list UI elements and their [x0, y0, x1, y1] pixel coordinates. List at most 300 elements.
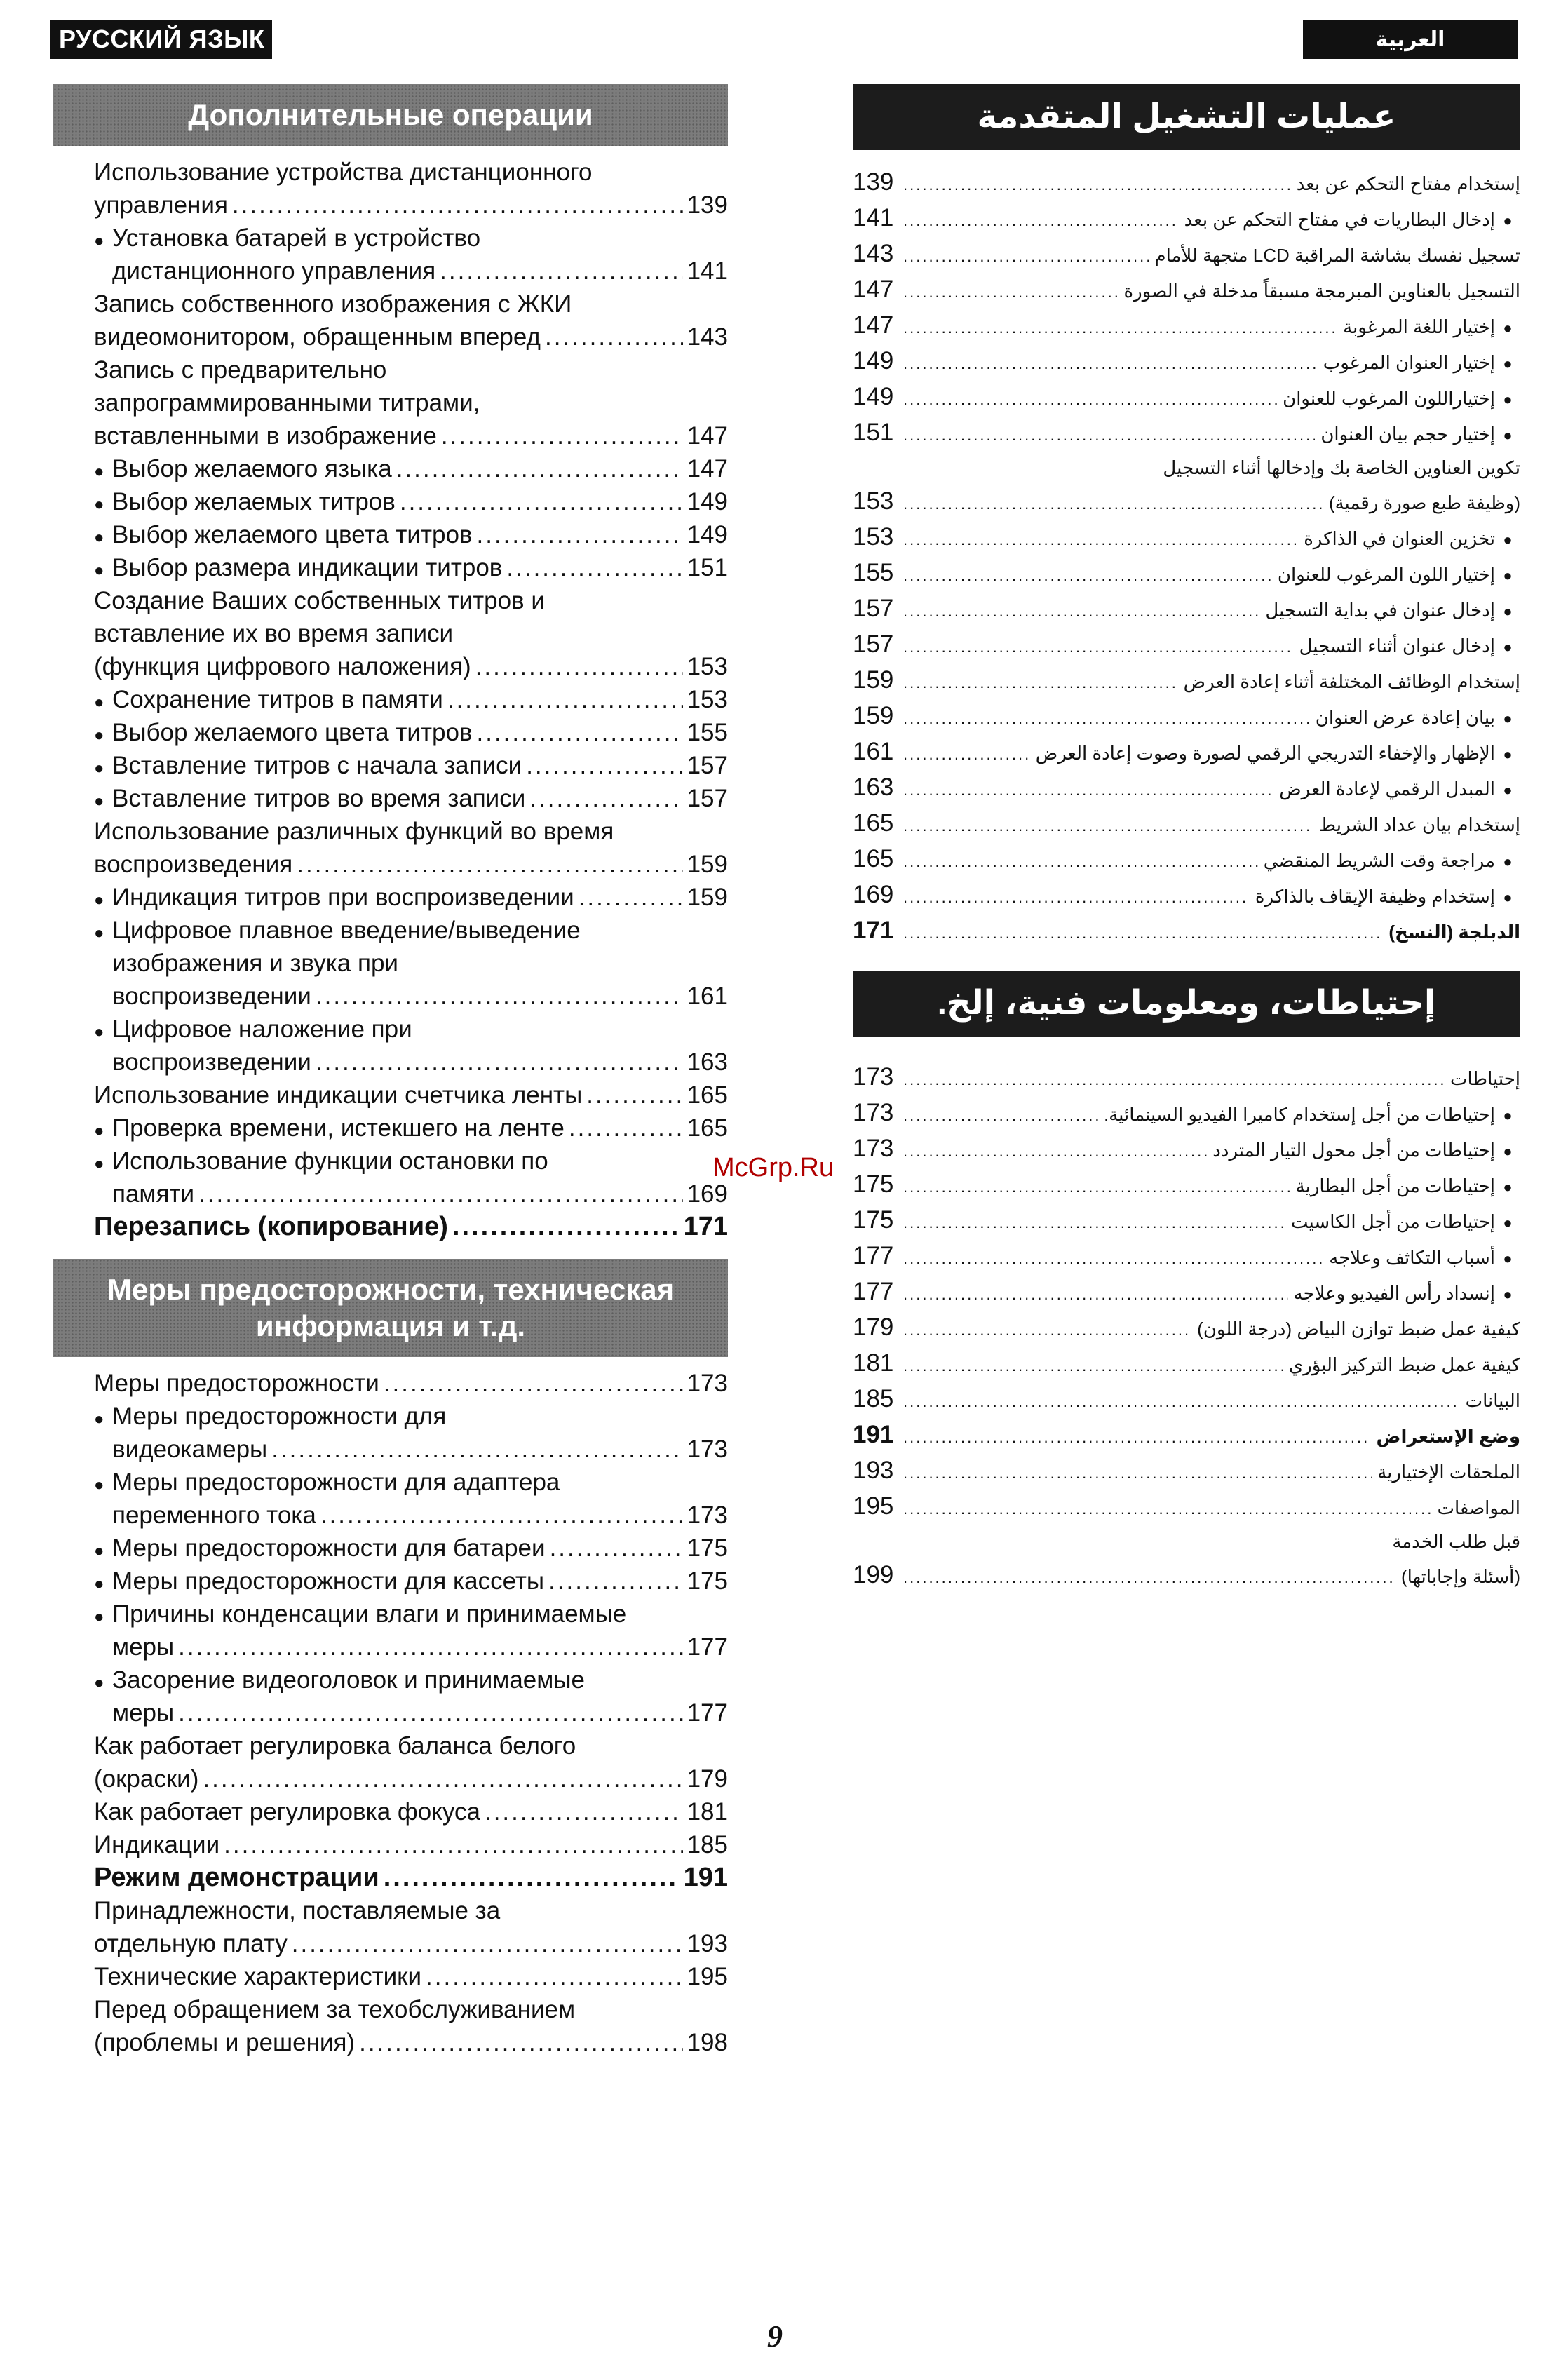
- bullet-icon: ●: [94, 759, 104, 778]
- toc-entry: [853, 1168, 1520, 1203]
- toc-entry-text: إدخال البطاريات في مفتاح التحكم عن بعد: [1184, 209, 1495, 230]
- toc-entry-text: تخزين العنوان في الذاكرة: [1304, 528, 1495, 549]
- bullet-icon: ●: [1503, 567, 1513, 584]
- toc-entry: [853, 380, 1520, 416]
- bullet-icon: ●: [94, 1541, 104, 1560]
- section-title: إحتياطات، ومعلومات فنية، إلخ.: [937, 985, 1436, 1022]
- toc-entry-text: كيفية عمل ضبط التركيز البؤري: [1288, 1354, 1520, 1375]
- bullet-icon: ●: [1503, 391, 1513, 408]
- toc-page-number: 147: [687, 455, 728, 482]
- toc-entry-line: [112, 1598, 728, 1631]
- toc-entry-line: [112, 1565, 728, 1598]
- toc-entry-label: [1124, 275, 1520, 308]
- dot-leader: [903, 487, 1323, 520]
- toc-page-number: 159: [853, 702, 894, 729]
- toc-entry: [94, 1210, 728, 1243]
- dot-leader: [903, 630, 1294, 663]
- toc-page-number: 161: [853, 738, 894, 765]
- toc-entry-line: [112, 1177, 728, 1210]
- toc-entry: [853, 309, 1520, 344]
- toc-entry-line: [94, 1894, 728, 1927]
- toc-entry: [853, 1096, 1520, 1132]
- toc-entry: [853, 416, 1520, 452]
- toc-page-number: 155: [687, 719, 728, 746]
- toc-entry-text: Вставление титров во время записи: [112, 785, 526, 812]
- bullet-icon: ●: [1503, 745, 1513, 763]
- toc-entry-text: Меры предосторожности для адаптера: [112, 1469, 560, 1496]
- toc-entry-label: [1319, 809, 1520, 842]
- toc-entry-label: [1294, 1277, 1520, 1311]
- dot-leader: [452, 1210, 680, 1243]
- toc-entry: [853, 1454, 1520, 1490]
- toc-entry-text: إختيار اللغة المرغوبة: [1343, 316, 1495, 337]
- dot-leader: [232, 189, 683, 222]
- toc-entry-line: [112, 1532, 728, 1565]
- toc-entry: [853, 344, 1520, 380]
- toc-entry-text: إستخدام بيان عداد الشريط: [1319, 814, 1520, 835]
- toc-entry-label: [1320, 418, 1520, 452]
- toc-page-number: 195: [687, 1963, 728, 1990]
- toc-entry-label: [1036, 737, 1520, 771]
- toc-page-number: 179: [687, 1765, 728, 1793]
- toc-entry-text: памяти: [112, 1180, 195, 1208]
- dot-leader: [903, 311, 1337, 344]
- dot-leader: [903, 1457, 1372, 1490]
- toc-entry-text: Выбор желаемого языка: [112, 455, 392, 482]
- toc-entry-text: Засорение видеоголовок и принимаемые: [112, 1666, 585, 1694]
- toc-entry-line: [112, 749, 728, 782]
- toc-page-number: 175: [853, 1206, 894, 1234]
- language-tag-label: РУССКИЙ ЯЗЫК: [59, 25, 265, 53]
- toc-entry: [94, 1795, 728, 1828]
- toc-entry: [94, 452, 728, 485]
- toc-entry: [94, 1466, 728, 1532]
- toc-entry-text: видеомонитором, обращенным вперед: [94, 323, 541, 351]
- bullet-icon: ●: [94, 495, 104, 514]
- toc-entry-line: [94, 189, 728, 222]
- toc-entry-text: Цифровое плавное введение/выведение: [112, 917, 581, 944]
- dot-leader: [903, 1206, 1285, 1239]
- toc-entry-label: [1329, 487, 1520, 520]
- toc-entry-line: [112, 1145, 728, 1177]
- toc-entry-label: [1323, 346, 1520, 380]
- toc-page-number: 181: [687, 1798, 728, 1826]
- toc-page-number: 177: [853, 1278, 894, 1305]
- toc-page-number: 165: [687, 1081, 728, 1109]
- toc-entry-text: Создание Ваших собственных титров и: [94, 587, 545, 614]
- toc-entry-text: (функция цифрового наложения): [94, 653, 471, 680]
- toc-entry-text: Запись с предварительно: [94, 356, 387, 384]
- toc-entry-text: Выбор желаемых титров: [112, 488, 396, 515]
- toc-page-number: 169: [853, 881, 894, 908]
- toc-page-number: 141: [853, 204, 894, 231]
- toc-page-number: 139: [853, 168, 894, 196]
- toc-entry-text: إختيار اللون المرغوب للعنوان: [1277, 564, 1495, 585]
- toc-entry-text: (أسئلة وإجاباتها): [1400, 1566, 1520, 1587]
- toc-entry: [853, 1203, 1520, 1239]
- bullet-icon: ●: [1503, 781, 1513, 799]
- toc-entry-text: (окраски): [94, 1765, 199, 1793]
- dot-leader: [903, 881, 1250, 914]
- dot-leader: [903, 595, 1259, 628]
- dot-leader: [903, 523, 1298, 556]
- toc-entry-text: البيانات: [1465, 1390, 1520, 1411]
- toc-entry-line: [112, 485, 728, 518]
- toc-list: [853, 150, 1520, 950]
- toc-page-number: 195: [853, 1492, 894, 1520]
- toc-entry-text: إدخال عنوان أثناء التسجيل: [1299, 635, 1495, 656]
- toc-entry-label: [1283, 382, 1520, 416]
- bullet-icon: ●: [94, 1023, 104, 1041]
- bullet-icon: ●: [94, 1476, 104, 1494]
- toc-page-number: 171: [683, 1212, 728, 1241]
- bullet-icon: ●: [1503, 853, 1513, 870]
- toc-entry-line: [112, 947, 728, 980]
- toc-entry-line: [112, 255, 728, 288]
- toc-entry-text: الملحقات الإختيارية: [1377, 1462, 1520, 1483]
- dot-leader: [903, 559, 1272, 592]
- section-header: [53, 84, 728, 146]
- toc-entry-text: Выбор желаемого цвета титров: [112, 521, 473, 548]
- toc-entry: [94, 1598, 728, 1663]
- toc-entry-text: Индикация титров при воспроизведении: [112, 884, 574, 911]
- toc-page-number: 157: [687, 752, 728, 779]
- toc-page-number: 149: [687, 521, 728, 548]
- toc-entry-text: воспроизведении: [112, 1048, 311, 1076]
- dot-leader: [178, 1696, 682, 1729]
- toc-entry-line: [112, 1663, 728, 1696]
- bullet-icon: ●: [94, 462, 104, 481]
- toc-entry: [94, 1400, 728, 1466]
- toc-entry-text: Использование устройства дистанционного: [94, 158, 593, 186]
- toc-entry: [94, 1861, 728, 1894]
- toc-entry-line: [94, 353, 728, 386]
- toc-entry-line: [94, 288, 728, 320]
- toc-entry-text: تكوين العناوين الخاصة بك وإدخالها أثناء التسجيل: [1163, 457, 1520, 478]
- toc-page-number: 177: [687, 1699, 728, 1727]
- toc-entry: [853, 1558, 1520, 1594]
- toc-page-number: 173: [687, 1370, 728, 1397]
- toc-entry: [853, 237, 1520, 273]
- toc-page-number: 173: [853, 1063, 894, 1091]
- toc-page-number: 173: [687, 1501, 728, 1529]
- toc-entry-label: [1265, 594, 1520, 628]
- toc-entry-label: [1291, 1206, 1520, 1239]
- toc-page-number: 163: [687, 1048, 728, 1076]
- bullet-icon: ●: [1503, 889, 1513, 906]
- bullet-icon: ●: [94, 1607, 104, 1626]
- toc-entry: [94, 1729, 728, 1795]
- toc-entry: [853, 807, 1520, 842]
- dot-leader: [903, 204, 1179, 237]
- toc-entry-label: [1316, 701, 1520, 735]
- toc-entry-label: [1264, 844, 1520, 878]
- toc-entry: [853, 771, 1520, 807]
- bullet-icon: ●: [1503, 531, 1513, 548]
- bullet-icon: ●: [94, 924, 104, 943]
- toc-page-number: 143: [687, 323, 728, 351]
- toc-entry-text: Запись собственного изображения с ЖКИ: [94, 290, 572, 318]
- toc-page-number: 143: [853, 240, 894, 267]
- toc-entry-label: [1197, 1313, 1520, 1346]
- toc-entry: [94, 1112, 728, 1145]
- toc-entry-line: [94, 1367, 728, 1400]
- toc-page-number: 199: [853, 1561, 894, 1588]
- dot-leader: [271, 1433, 682, 1466]
- toc-entry: [853, 1132, 1520, 1168]
- bullet-icon: ●: [94, 1673, 104, 1692]
- toc-page-number: 177: [853, 1242, 894, 1269]
- toc-entry-label: [1212, 1134, 1520, 1168]
- dot-leader: [903, 845, 1258, 878]
- toc-entry: [853, 735, 1520, 771]
- toc-page-number: 159: [687, 884, 728, 911]
- toc-entry-text: إستخدام مفتاح التحكم عن بعد: [1296, 173, 1520, 194]
- dot-leader: [440, 255, 682, 288]
- dot-leader: [586, 1079, 682, 1112]
- toc-entry: [94, 782, 728, 815]
- dot-leader: [903, 666, 1178, 699]
- toc-entry-line: [94, 815, 728, 848]
- toc-entry-text: Меры предосторожности для: [112, 1403, 447, 1430]
- toc-entry-line: [112, 716, 728, 749]
- dot-leader: [506, 551, 682, 584]
- toc-entry-text: إستخدام وظيفة الإيقاف بالذاكرة: [1255, 886, 1495, 907]
- toc-entry-text: Использование различных функций во время: [94, 818, 614, 845]
- toc-page-number: 149: [687, 488, 728, 515]
- toc-entry-text: Принадлежности, поставляемые за: [94, 1897, 501, 1924]
- toc-page-number: 161: [687, 983, 728, 1010]
- toc-entry-label: [1438, 1492, 1520, 1525]
- dot-leader: [359, 2026, 683, 2059]
- toc-entry-text: Цифровое наложение при: [112, 1015, 412, 1043]
- toc-list: [53, 1357, 728, 2059]
- toc-entry-text: إحتياطات من أجل محول التيار المتردد: [1212, 1140, 1495, 1161]
- toc-page-number: 177: [687, 1633, 728, 1661]
- bullet-icon: ●: [1503, 212, 1513, 229]
- russian-toc-column: [53, 84, 728, 2059]
- toc-entry-line: [112, 551, 728, 584]
- toc-entry-text: الإظهار والإخفاء التدريجي الرقمي لصورة وصوت إعادة العرض: [1035, 743, 1495, 764]
- toc-entry: [853, 1347, 1520, 1382]
- bullet-icon: ●: [1503, 710, 1513, 727]
- toc-entry-text: Выбор размера индикации титров: [112, 554, 503, 581]
- toc-entry-text: Причины конденсации влаги и принимаемые: [112, 1600, 627, 1628]
- bullet-icon: ●: [94, 1410, 104, 1429]
- dot-leader: [400, 485, 683, 518]
- toc-entry-text: Как работает регулировка баланса белого: [94, 1732, 576, 1760]
- toc-entry-line: [112, 683, 728, 716]
- toc-entry-text: الدبلجة (النسخ): [1388, 922, 1520, 943]
- dot-leader: [384, 1367, 683, 1400]
- bullet-icon: ●: [1503, 602, 1513, 620]
- page-number: 9: [767, 2319, 783, 2354]
- dot-leader: [529, 782, 682, 815]
- dot-leader: [477, 716, 683, 749]
- toc-page-number: 147: [687, 422, 728, 450]
- toc-entry-line: [112, 518, 728, 551]
- toc-page-number: 175: [687, 1534, 728, 1562]
- toc-entry-line: [94, 1993, 728, 2026]
- toc-entry-label: [1255, 880, 1520, 914]
- bullet-icon: ●: [1503, 1178, 1513, 1196]
- toc-page-number: 175: [853, 1170, 894, 1198]
- toc-entry-label: [1466, 1384, 1520, 1417]
- toc-page-number: 163: [853, 774, 894, 801]
- toc-entry-line: [112, 1433, 728, 1466]
- toc-entry-label: [1278, 558, 1520, 592]
- toc-entry: [853, 485, 1520, 520]
- toc-entry-text: إختيار حجم بيان العنوان: [1320, 424, 1495, 445]
- toc-entry-text: переменного тока: [112, 1501, 316, 1529]
- toc-entry-text: управления: [94, 191, 228, 219]
- dot-leader: [198, 1177, 683, 1210]
- bullet-icon: ●: [1503, 1250, 1513, 1267]
- toc-page-number: 153: [853, 487, 894, 515]
- toc-entry-text: (проблемы и решения): [94, 2029, 356, 2056]
- toc-entry: [853, 520, 1520, 556]
- dot-leader: [384, 1861, 680, 1894]
- dot-leader: [203, 1762, 682, 1795]
- bullet-icon: ●: [1503, 1285, 1513, 1303]
- toc-entry-text: تسجيل نفسك بشاشة المراقبة LCD متجهة للأمام: [1154, 245, 1520, 266]
- toc-entry-text: Перед обращением за техобслуживанием: [94, 1996, 576, 2023]
- toc-entry-label: [1450, 1062, 1520, 1095]
- toc-entry-label: [1329, 1241, 1520, 1275]
- section-title-line: Меры предосторожности, техническая: [107, 1273, 675, 1306]
- dot-leader: [297, 848, 682, 881]
- toc-entry-text: дистанционного управления: [112, 257, 436, 285]
- bullet-icon: ●: [1503, 319, 1513, 337]
- dot-leader: [550, 1532, 683, 1565]
- toc-entry: [94, 1993, 728, 2059]
- toc-page-number: 198: [687, 2029, 728, 2056]
- bullet-icon: ●: [94, 693, 104, 712]
- toc-entry-text: видеокамеры: [112, 1436, 268, 1463]
- toc-page-number: 171: [853, 917, 894, 944]
- toc-entry-text: Вставление титров с начала записи: [112, 752, 522, 779]
- toc-entry-label: [1299, 630, 1520, 663]
- toc-entry: [853, 166, 1520, 201]
- dot-leader: [903, 1099, 1098, 1132]
- toc-page-number: 141: [687, 257, 728, 285]
- dot-leader: [903, 774, 1273, 807]
- toc-page-number: 147: [853, 311, 894, 339]
- toc-entry-text: التسجيل بالعناوين المبرمجة مسبقاً مدخلة في الصورة: [1123, 281, 1520, 302]
- dot-leader: [316, 1046, 683, 1079]
- toc-entry-line: [112, 1499, 728, 1532]
- toc-entry: [94, 353, 728, 452]
- toc-entry-line: [112, 1046, 728, 1079]
- toc-entry-label: [1289, 1349, 1520, 1382]
- dot-leader: [903, 1385, 1460, 1418]
- toc-entry-line: [112, 914, 728, 947]
- toc-entry-line: [94, 584, 728, 617]
- dot-leader: [526, 749, 682, 782]
- bullet-icon: ●: [94, 1121, 104, 1140]
- bullet-icon: ●: [94, 528, 104, 547]
- toc-entry: [853, 878, 1520, 914]
- toc-entry-label: [1279, 773, 1520, 807]
- toc-entry-label: [1296, 1170, 1520, 1203]
- toc-entry-line: [112, 222, 728, 255]
- toc-entry: [94, 222, 728, 288]
- toc-entry-text: Установка батарей в устройство: [112, 224, 481, 252]
- toc-entry-label: [1343, 311, 1520, 344]
- toc-entry-line: [94, 1960, 728, 1993]
- dot-leader: [447, 683, 683, 716]
- toc-page-number: 165: [687, 1114, 728, 1142]
- language-tag-russian: [50, 20, 272, 59]
- toc-entry: [853, 1382, 1520, 1418]
- toc-entry-text: Как работает регулировка фокуса: [94, 1798, 480, 1826]
- dot-leader: [903, 1349, 1283, 1382]
- toc-entry-label: [1304, 522, 1520, 556]
- toc-entry-label: [1388, 916, 1520, 949]
- toc-entry-line: [94, 320, 728, 353]
- dot-leader: [477, 518, 683, 551]
- bullet-icon: ●: [1503, 426, 1513, 444]
- toc-entry-line: [94, 156, 728, 189]
- toc-entry-text: Индикации: [94, 1831, 220, 1858]
- toc-entry: [94, 1532, 728, 1565]
- toc-page-number: 165: [853, 845, 894, 872]
- dot-leader: [548, 1565, 683, 1598]
- toc-entry: [94, 914, 728, 1013]
- toc-page-number: 151: [853, 419, 894, 446]
- toc-entry-label: [1104, 1098, 1520, 1132]
- dot-leader: [426, 1960, 683, 1993]
- dot-leader: [320, 1499, 683, 1532]
- dot-leader: [569, 1112, 683, 1145]
- toc-entry-line: [94, 386, 728, 419]
- toc-entry-text: воспроизведения: [94, 851, 293, 878]
- toc-entry-text: Использование функции остановки по: [112, 1147, 548, 1175]
- dot-leader: [579, 881, 683, 914]
- bullet-icon: ●: [94, 1574, 104, 1593]
- toc-entry-line: [94, 1828, 728, 1861]
- toc-page-number: 159: [687, 851, 728, 878]
- dot-leader: [903, 347, 1318, 380]
- toc-page-number: 173: [853, 1099, 894, 1126]
- toc-entry-text: вставление их во время записи: [94, 620, 454, 647]
- toc-entry: [94, 1894, 728, 1960]
- toc-entry: [94, 518, 728, 551]
- dot-leader: [316, 980, 683, 1013]
- toc-entry-text: Технические характеристики: [94, 1963, 422, 1990]
- section-header: [853, 84, 1520, 150]
- toc-entry-text: إنسداد رأس الفيديو وعلاجه: [1293, 1283, 1495, 1304]
- toc-page-number: 147: [853, 276, 894, 303]
- toc-entry: [853, 1060, 1520, 1096]
- toc-entry-text: меры: [112, 1633, 175, 1661]
- dot-leader: [903, 1421, 1371, 1454]
- bullet-icon: ●: [94, 1154, 104, 1173]
- toc-page-number: 157: [687, 785, 728, 812]
- dot-leader: [903, 276, 1118, 309]
- watermark: McGrp.Ru: [712, 1153, 834, 1182]
- toc-page-number: 191: [683, 1863, 728, 1892]
- bullet-icon: ●: [94, 561, 104, 580]
- toc-entry-label: [1297, 168, 1520, 201]
- toc-entry: [853, 842, 1520, 878]
- toc-entry-text: Проверка времени, истекшего на ленте: [112, 1114, 565, 1142]
- dot-leader: [903, 168, 1291, 201]
- toc-page-number: 153: [853, 523, 894, 551]
- toc-entry: [94, 1565, 728, 1598]
- toc-entry: [853, 1311, 1520, 1347]
- toc-entry: [853, 1418, 1520, 1454]
